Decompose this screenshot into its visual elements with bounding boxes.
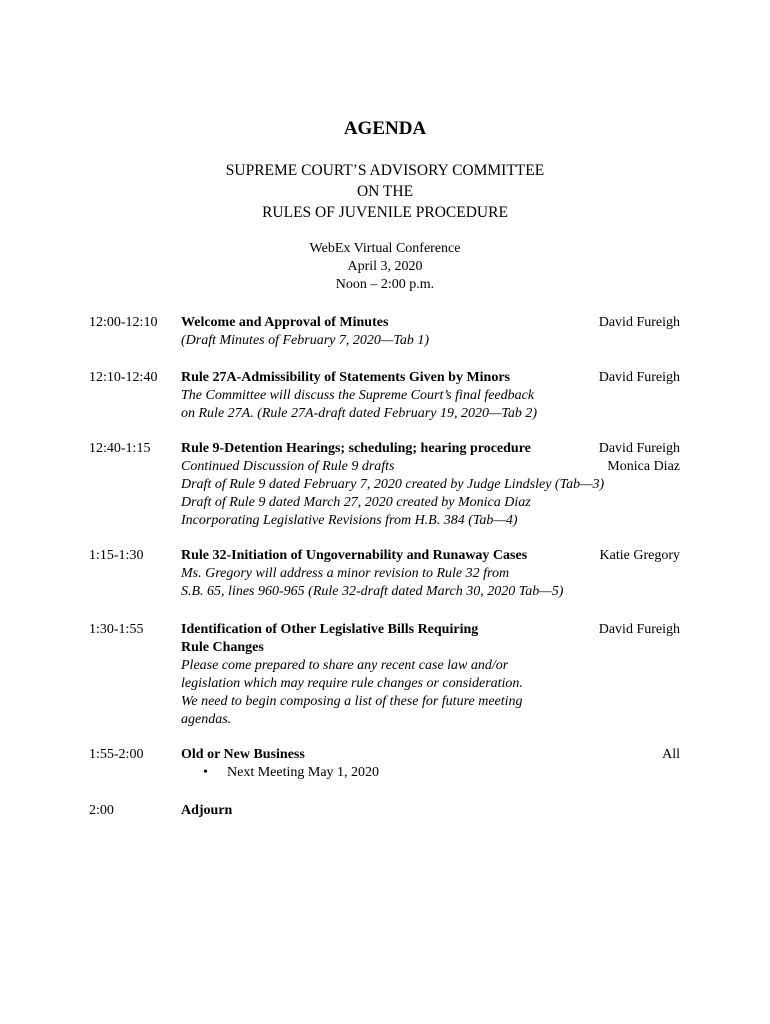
presenter-name: David Fureigh [598,315,680,330]
agenda-item-body [181,746,681,782]
presenter-name: All [662,747,680,762]
agenda-item-time: 1:15-1:30 [89,548,144,563]
agenda-item-heading: Adjourn [181,803,233,818]
agenda-item-description: Incorporating Legislative Revisions from H.B. 384 (Tab—4) [181,513,518,528]
agenda-item-time: 1:55-2:00 [89,747,144,762]
agenda-item-description: legislation which may require rule changes or consideration. [181,676,523,691]
agenda-item-time: 12:40-1:15 [89,441,151,456]
agenda-item-description: We need to begin composing a list of these for future meeting [181,694,523,709]
agenda-item-time: 12:00-12:10 [89,315,158,330]
committee-line: RULES OF JUVENILE PROCEDURE [262,204,508,221]
presenter-name: Monica Diaz [607,459,680,474]
agenda-item-presenters [599,440,680,476]
agenda-item-description: Continued Discussion of Rule 9 drafts [181,459,395,474]
agenda-item-heading: Rule 9-Detention Hearings; scheduling; hearing procedure [181,441,531,456]
agenda-item-body [181,802,681,820]
presenter-name: David Fureigh [598,622,680,637]
committee-line: SUPREME COURT’S ADVISORY COMMITTEE [225,162,545,179]
presenter-name: David Fureigh [598,370,680,385]
agenda-item-heading: Rule 27A-Admissibility of Statements Given by Minors [181,370,510,385]
meeting-info [0,240,770,294]
agenda-item-time: 2:00 [89,803,114,818]
agenda-item-description: S.B. 65, lines 960-965 (Rule 32-draft dated March 30, 2020 Tab—5) [181,584,564,599]
agenda-item-presenters [662,746,680,764]
committee-line: ON THE [356,183,414,200]
presenter-name: Katie Gregory [599,548,680,563]
agenda-item-heading: Welcome and Approval of Minutes [181,315,389,330]
agenda-item-heading: Rule Changes [181,640,264,655]
meeting-time: Noon – 2:00 p.m. [335,277,435,292]
meeting-date: April 3, 2020 [347,259,423,274]
agenda-item-heading: Rule 32-Initiation of Ungovernability and Runaway Cases [181,548,528,563]
agenda-item-description: Please come prepared to share any recent case law and/or [181,658,509,673]
agenda-item-description: agendas. [181,712,232,727]
agenda-item-time: 12:10-12:40 [89,370,158,385]
committee-name [0,160,770,223]
agenda-item-time: 1:30-1:55 [89,622,144,637]
agenda-item-heading: Old or New Business [181,747,305,762]
agenda-item-presenters [600,547,680,565]
agenda-item-description: on Rule 27A. (Rule 27A-draft dated February 19, 2020—Tab 2) [181,406,538,421]
bullet-text: Next Meeting May 1, 2020 [227,765,380,780]
agenda-item-description: Draft of Rule 9 dated February 7, 2020 created by Judge Lindsley (Tab—3) [181,477,605,492]
agenda-item-description: Draft of Rule 9 dated March 27, 2020 created by Monica Diaz [181,495,531,510]
agenda-item-bullet [181,764,681,782]
agenda-item-presenters [599,314,680,332]
bullet-icon: • [203,765,208,780]
agenda-item-description: The Committee will discuss the Supreme Court’s final feedback [181,388,535,403]
agenda-item-presenters [599,621,680,639]
agenda-item-heading: Identification of Other Legislative Bills Requiring [181,622,479,637]
agenda-item-description: Ms. Gregory will address a minor revision to Rule 32 from [181,566,510,581]
agenda-title: AGENDA [343,118,427,139]
presenter-name: David Fureigh [598,441,680,456]
agenda-item-presenters [599,369,680,387]
meeting-venue: WebEx Virtual Conference [309,241,461,256]
agenda-item-description: (Draft Minutes of February 7, 2020—Tab 1) [181,333,429,348]
